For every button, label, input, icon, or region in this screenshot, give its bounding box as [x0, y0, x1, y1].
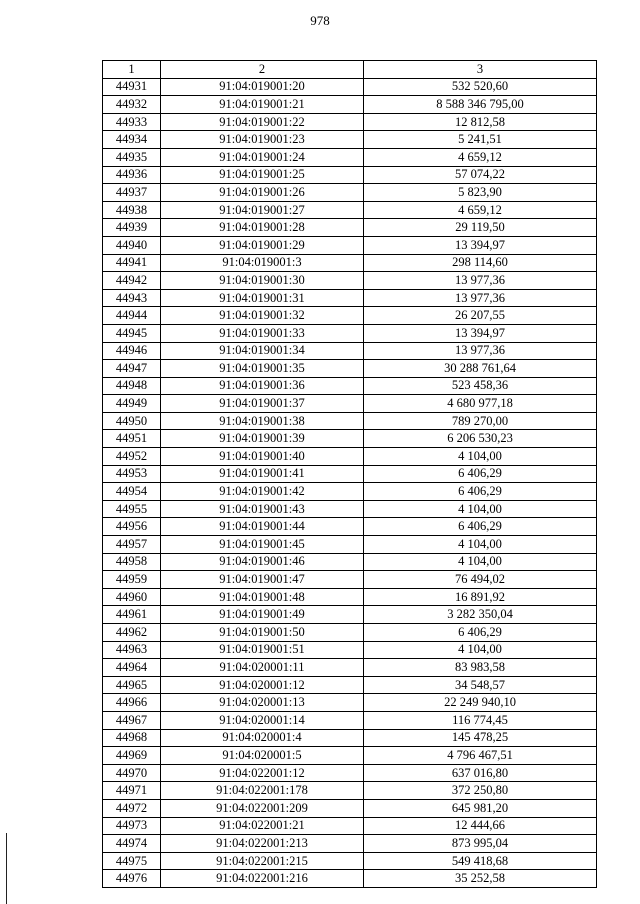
cadastral-number-cell: 91:04:019001:45: [161, 536, 364, 554]
table-row: [103, 536, 597, 554]
cadastral-number-cell: 91:04:019001:39: [161, 430, 364, 448]
row-number-cell: 44964: [103, 659, 161, 677]
table-row: [103, 624, 597, 642]
cadastral-number-cell: 91:04:019001:27: [161, 201, 364, 219]
table-row: [103, 483, 597, 501]
row-number-cell: 44967: [103, 711, 161, 729]
cadastral-number-cell: 91:04:019001:20: [161, 78, 364, 96]
row-number-cell: 44938: [103, 201, 161, 219]
value-cell: 637 016,80: [364, 764, 597, 782]
data-table: [102, 60, 597, 888]
table-row: [103, 113, 597, 131]
cadastral-number-cell: 91:04:019001:41: [161, 465, 364, 483]
cadastral-number-cell: 91:04:022001:178: [161, 782, 364, 800]
cadastral-number-cell: 91:04:019001:33: [161, 324, 364, 342]
cadastral-number-cell: 91:04:019001:22: [161, 113, 364, 131]
row-number-cell: 44959: [103, 571, 161, 589]
cadastral-number-cell: 91:04:020001:12: [161, 676, 364, 694]
row-number-cell: 44976: [103, 870, 161, 888]
cadastral-number-cell: 91:04:019001:30: [161, 272, 364, 290]
row-number-cell: 44962: [103, 624, 161, 642]
cadastral-number-cell: 91:04:020001:14: [161, 711, 364, 729]
row-number-cell: 44939: [103, 219, 161, 237]
table-row: [103, 852, 597, 870]
table-row: [103, 148, 597, 166]
value-cell: 35 252,58: [364, 870, 597, 888]
row-number-cell: 44951: [103, 430, 161, 448]
cadastral-number-cell: 91:04:019001:21: [161, 96, 364, 114]
value-cell: 6 406,29: [364, 483, 597, 501]
table-row: [103, 870, 597, 888]
cadastral-number-cell: 91:04:019001:29: [161, 236, 364, 254]
table-row: [103, 430, 597, 448]
row-number-cell: 44965: [103, 676, 161, 694]
value-cell: 4 659,12: [364, 148, 597, 166]
row-number-cell: 44963: [103, 641, 161, 659]
value-cell: 3 282 350,04: [364, 606, 597, 624]
table-row: [103, 131, 597, 149]
value-cell: 4 104,00: [364, 448, 597, 466]
value-cell: 13 977,36: [364, 342, 597, 360]
row-number-cell: 44948: [103, 377, 161, 395]
row-number-cell: 44960: [103, 588, 161, 606]
cadastral-number-cell: 91:04:019001:37: [161, 395, 364, 413]
value-cell: 5 241,51: [364, 131, 597, 149]
cadastral-number-cell: 91:04:019001:38: [161, 412, 364, 430]
row-number-cell: 44937: [103, 184, 161, 202]
value-cell: 4 104,00: [364, 641, 597, 659]
table-row: [103, 412, 597, 430]
cadastral-number-cell: 91:04:022001:213: [161, 835, 364, 853]
value-cell: 6 406,29: [364, 465, 597, 483]
table-row: [103, 711, 597, 729]
table-row: [103, 307, 597, 325]
table-row: [103, 782, 597, 800]
table-row: [103, 518, 597, 536]
value-cell: 29 119,50: [364, 219, 597, 237]
table-row: [103, 817, 597, 835]
cadastral-number-cell: 91:04:019001:40: [161, 448, 364, 466]
row-number-cell: 44953: [103, 465, 161, 483]
cadastral-number-cell: 91:04:019001:35: [161, 360, 364, 378]
value-cell: 549 418,68: [364, 852, 597, 870]
row-number-cell: 44936: [103, 166, 161, 184]
cadastral-number-cell: 91:04:019001:34: [161, 342, 364, 360]
value-cell: 4 104,00: [364, 500, 597, 518]
cadastral-number-cell: 91:04:022001:216: [161, 870, 364, 888]
value-cell: 13 977,36: [364, 272, 597, 290]
value-cell: 12 812,58: [364, 113, 597, 131]
row-number-cell: 44934: [103, 131, 161, 149]
column-header-2: 2: [161, 61, 364, 79]
value-cell: 4 104,00: [364, 536, 597, 554]
row-number-cell: 44973: [103, 817, 161, 835]
cadastral-number-cell: 91:04:019001:36: [161, 377, 364, 395]
cadastral-number-cell: 91:04:019001:43: [161, 500, 364, 518]
row-number-cell: 44956: [103, 518, 161, 536]
table-row: [103, 360, 597, 378]
cadastral-number-cell: 91:04:019001:32: [161, 307, 364, 325]
value-cell: 4 659,12: [364, 201, 597, 219]
row-number-cell: 44940: [103, 236, 161, 254]
value-cell: 83 983,58: [364, 659, 597, 677]
value-cell: 57 074,22: [364, 166, 597, 184]
value-cell: 12 444,66: [364, 817, 597, 835]
table-row: [103, 553, 597, 571]
row-number-cell: 44947: [103, 360, 161, 378]
row-number-cell: 44932: [103, 96, 161, 114]
table-row: [103, 96, 597, 114]
row-number-cell: 44950: [103, 412, 161, 430]
table-row: [103, 236, 597, 254]
table-row: [103, 465, 597, 483]
cadastral-number-cell: 91:04:019001:28: [161, 219, 364, 237]
cadastral-number-cell: 91:04:022001:12: [161, 764, 364, 782]
table-row: [103, 606, 597, 624]
cadastral-number-cell: 91:04:022001:209: [161, 799, 364, 817]
value-cell: 13 394,97: [364, 236, 597, 254]
cadastral-number-cell: 91:04:019001:24: [161, 148, 364, 166]
table-row: [103, 571, 597, 589]
table-row: [103, 729, 597, 747]
row-number-cell: 44970: [103, 764, 161, 782]
row-number-cell: 44935: [103, 148, 161, 166]
table-row: [103, 78, 597, 96]
value-cell: 22 249 940,10: [364, 694, 597, 712]
margin-line: [6, 833, 7, 904]
row-number-cell: 44949: [103, 395, 161, 413]
cadastral-number-cell: 91:04:020001:13: [161, 694, 364, 712]
cadastral-number-cell: 91:04:019001:47: [161, 571, 364, 589]
table-row: [103, 641, 597, 659]
row-number-cell: 44966: [103, 694, 161, 712]
cadastral-number-cell: 91:04:020001:5: [161, 747, 364, 765]
table-row: [103, 201, 597, 219]
table-row: [103, 254, 597, 272]
row-number-cell: 44955: [103, 500, 161, 518]
value-cell: 116 774,45: [364, 711, 597, 729]
row-number-cell: 44975: [103, 852, 161, 870]
table-row: [103, 342, 597, 360]
table-body: [103, 78, 597, 887]
value-cell: 298 114,60: [364, 254, 597, 272]
cadastral-number-cell: 91:04:020001:11: [161, 659, 364, 677]
row-number-cell: 44942: [103, 272, 161, 290]
value-cell: 145 478,25: [364, 729, 597, 747]
cadastral-number-cell: 91:04:019001:48: [161, 588, 364, 606]
table-row: [103, 272, 597, 290]
cadastral-number-cell: 91:04:019001:51: [161, 641, 364, 659]
column-header-3: 3: [364, 61, 597, 79]
row-number-cell: 44972: [103, 799, 161, 817]
cadastral-number-cell: 91:04:019001:25: [161, 166, 364, 184]
value-cell: 873 995,04: [364, 835, 597, 853]
cadastral-number-cell: 91:04:022001:215: [161, 852, 364, 870]
value-cell: 789 270,00: [364, 412, 597, 430]
cadastral-number-cell: 91:04:019001:50: [161, 624, 364, 642]
table-row: [103, 659, 597, 677]
row-number-cell: 44968: [103, 729, 161, 747]
value-cell: 26 207,55: [364, 307, 597, 325]
row-number-cell: 44958: [103, 553, 161, 571]
cadastral-number-cell: 91:04:022001:21: [161, 817, 364, 835]
cadastral-number-cell: 91:04:019001:26: [161, 184, 364, 202]
table-row: [103, 500, 597, 518]
value-cell: 13 977,36: [364, 289, 597, 307]
table-row: [103, 289, 597, 307]
column-header-1: 1: [103, 61, 161, 79]
page-number: 978: [310, 13, 330, 28]
table-row: [103, 324, 597, 342]
row-number-cell: 44946: [103, 342, 161, 360]
cadastral-number-cell: 91:04:019001:3: [161, 254, 364, 272]
cadastral-number-cell: 91:04:019001:44: [161, 518, 364, 536]
table-row: [103, 694, 597, 712]
table-row: [103, 799, 597, 817]
value-cell: 532 520,60: [364, 78, 597, 96]
table-row: [103, 166, 597, 184]
table-row: [103, 764, 597, 782]
row-number-cell: 44941: [103, 254, 161, 272]
cadastral-number-cell: 91:04:019001:42: [161, 483, 364, 501]
table-row: [103, 676, 597, 694]
value-cell: 4 796 467,51: [364, 747, 597, 765]
table-row: [103, 747, 597, 765]
row-number-cell: 44971: [103, 782, 161, 800]
header-row: [103, 61, 597, 79]
value-cell: 34 548,57: [364, 676, 597, 694]
cadastral-number-cell: 91:04:019001:23: [161, 131, 364, 149]
table-row: [103, 377, 597, 395]
value-cell: 76 494,02: [364, 571, 597, 589]
value-cell: 4 680 977,18: [364, 395, 597, 413]
row-number-cell: 44944: [103, 307, 161, 325]
table-row: [103, 835, 597, 853]
row-number-cell: 44945: [103, 324, 161, 342]
row-number-cell: 44954: [103, 483, 161, 501]
table-row: [103, 395, 597, 413]
cadastral-number-cell: 91:04:019001:31: [161, 289, 364, 307]
row-number-cell: 44957: [103, 536, 161, 554]
value-cell: 4 104,00: [364, 553, 597, 571]
value-cell: 645 981,20: [364, 799, 597, 817]
value-cell: 6 406,29: [364, 624, 597, 642]
row-number-cell: 44974: [103, 835, 161, 853]
row-number-cell: 44933: [103, 113, 161, 131]
cadastral-number-cell: 91:04:019001:46: [161, 553, 364, 571]
cadastral-number-cell: 91:04:019001:49: [161, 606, 364, 624]
value-cell: 16 891,92: [364, 588, 597, 606]
row-number-cell: 44961: [103, 606, 161, 624]
table-row: [103, 448, 597, 466]
value-cell: 523 458,36: [364, 377, 597, 395]
value-cell: 8 588 346 795,00: [364, 96, 597, 114]
row-number-cell: 44931: [103, 78, 161, 96]
cadastral-number-cell: 91:04:020001:4: [161, 729, 364, 747]
value-cell: 30 288 761,64: [364, 360, 597, 378]
table-row: [103, 588, 597, 606]
value-cell: 13 394,97: [364, 324, 597, 342]
table-row: [103, 219, 597, 237]
value-cell: 5 823,90: [364, 184, 597, 202]
value-cell: 6 406,29: [364, 518, 597, 536]
row-number-cell: 44943: [103, 289, 161, 307]
row-number-cell: 44969: [103, 747, 161, 765]
value-cell: 372 250,80: [364, 782, 597, 800]
table-row: [103, 184, 597, 202]
row-number-cell: 44952: [103, 448, 161, 466]
value-cell: 6 206 530,23: [364, 430, 597, 448]
